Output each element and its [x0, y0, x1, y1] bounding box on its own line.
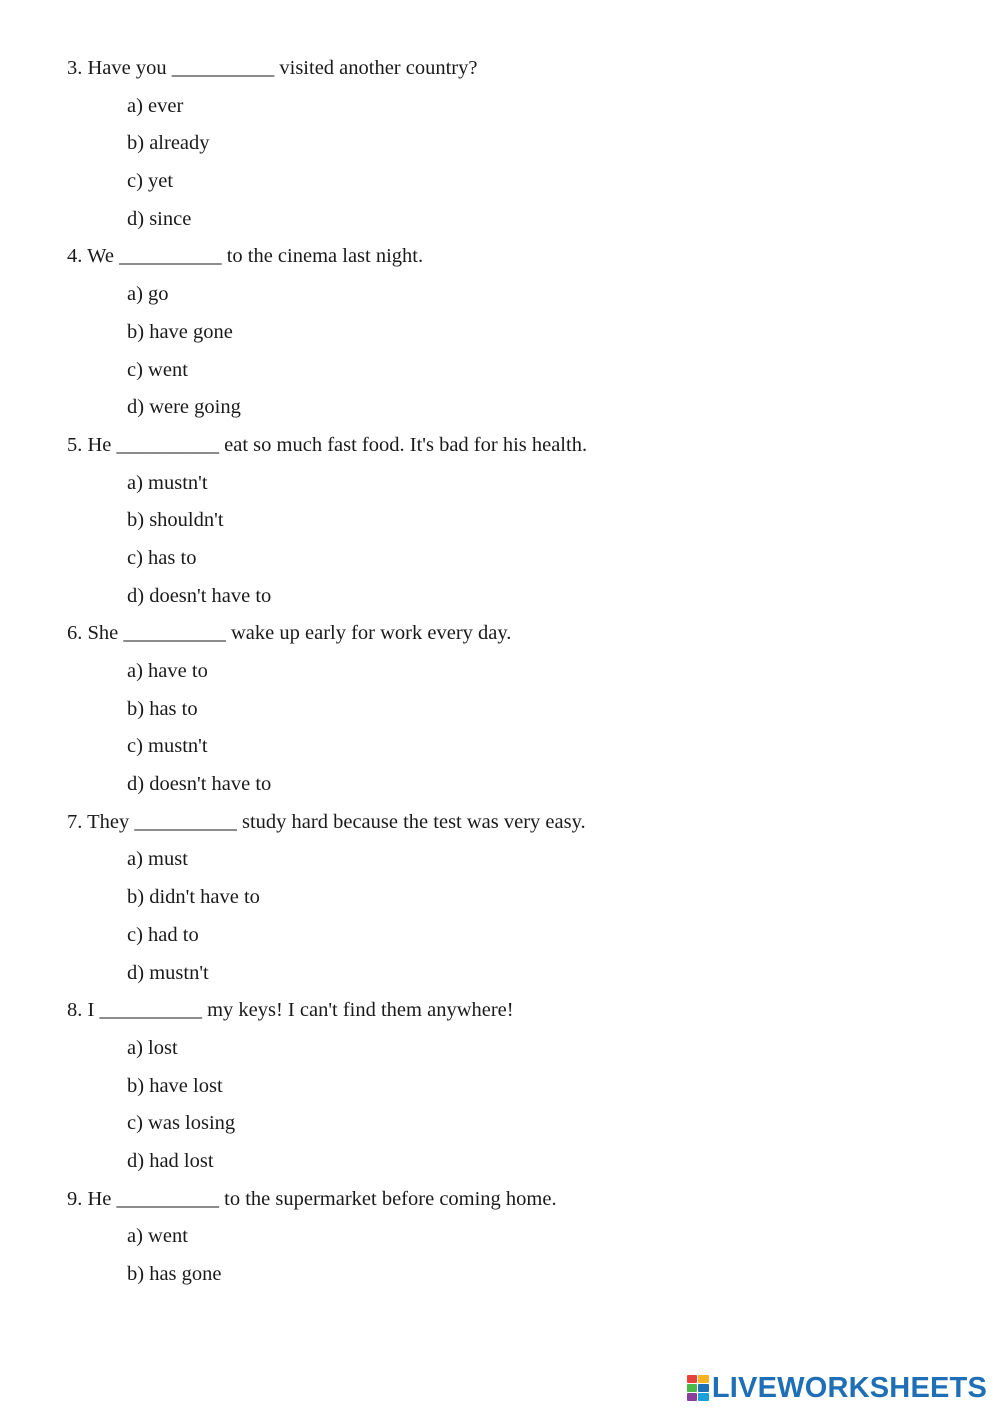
answer-option[interactable]: b) already: [127, 132, 210, 155]
answer-option[interactable]: d) mustn't: [127, 961, 209, 984]
liveworksheets-brand: [687, 1370, 987, 1406]
answer-option[interactable]: a) mustn't: [127, 471, 208, 494]
answer-option[interactable]: b) have lost: [127, 1074, 223, 1097]
question-text: We __________ to the cinema last night.: [87, 245, 424, 268]
question-7-stem: [67, 804, 947, 842]
question-number: 4.: [67, 245, 83, 268]
answer-option[interactable]: c) was losing: [127, 1112, 236, 1135]
question-6-stem: [67, 615, 947, 653]
answer-option[interactable]: b) shouldn't: [127, 509, 224, 532]
answer-option[interactable]: c) had to: [127, 923, 199, 946]
answer-option[interactable]: a) must: [127, 848, 188, 871]
question-4-stem: [67, 238, 947, 276]
question-5-stem: [67, 427, 947, 465]
logo-square: [687, 1393, 698, 1401]
question-number: 8.: [67, 999, 83, 1022]
logo-square: [687, 1384, 698, 1392]
answer-option[interactable]: d) doesn't have to: [127, 773, 272, 796]
answer-option[interactable]: a) have to: [127, 660, 208, 682]
answer-option[interactable]: a) went: [127, 1225, 188, 1248]
answer-option[interactable]: d) were going: [127, 396, 241, 419]
answer-option[interactable]: a) ever: [127, 94, 184, 117]
question-9-stem: [67, 1181, 947, 1219]
brand-name: LIVEWORKSHEETS: [711, 1371, 987, 1404]
logo-square: [698, 1384, 709, 1392]
question-3-stem: [67, 50, 947, 88]
answer-option[interactable]: d) since: [127, 207, 192, 230]
answer-option[interactable]: b) has gone: [127, 1263, 222, 1285]
question-text: Have you __________ visited another country?: [87, 57, 478, 79]
answer-option[interactable]: b) has to: [127, 697, 198, 720]
liveworksheets-logo-icon: [687, 1375, 709, 1401]
worksheet: [67, 50, 947, 1294]
answer-option[interactable]: c) went: [127, 358, 188, 381]
question-8-stem: [67, 992, 947, 1030]
answer-option[interactable]: d) doesn't have to: [127, 584, 272, 607]
answer-option[interactable]: b) didn't have to: [127, 886, 260, 909]
question-text: They __________ study hard because the test was very easy.: [87, 810, 586, 833]
question-text: He __________ to the supermarket before coming home.: [87, 1187, 557, 1210]
answer-option[interactable]: d) had lost: [127, 1149, 214, 1172]
question-text: He __________ eat so much fast food. It's bad for his health.: [87, 433, 588, 456]
logo-square: [698, 1393, 709, 1401]
answer-option[interactable]: c) yet: [127, 170, 174, 193]
question-text: She __________ wake up early for work every day.: [87, 622, 512, 645]
logo-square: [698, 1375, 709, 1383]
question-number: 3.: [67, 57, 83, 79]
question-text: I __________ my keys! I can't find them anywhere!: [87, 999, 514, 1022]
question-number: 7.: [67, 810, 83, 833]
answer-option[interactable]: c) has to: [127, 546, 197, 569]
question-number: 9.: [67, 1187, 83, 1210]
logo-square: [687, 1375, 698, 1383]
answer-option[interactable]: c) mustn't: [127, 735, 208, 758]
answer-option[interactable]: b) have gone: [127, 320, 233, 343]
question-number: 5.: [67, 433, 83, 456]
answer-option[interactable]: a) lost: [127, 1036, 178, 1059]
question-number: 6.: [67, 622, 83, 645]
answer-option[interactable]: a) go: [127, 283, 169, 306]
